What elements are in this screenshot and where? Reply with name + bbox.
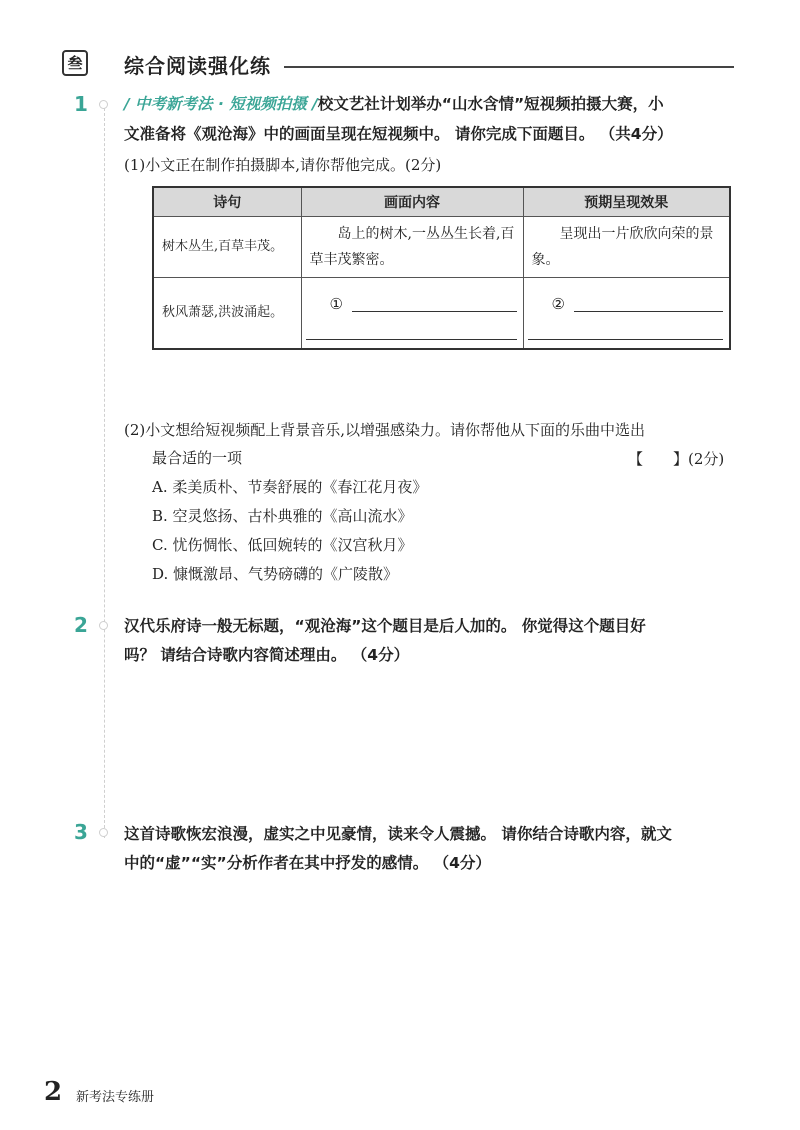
option-d[interactable]: D. 慷慨激昂、气势磅礴的《广陵散》 — [152, 565, 399, 583]
table-header-poem: 诗句 — [153, 187, 301, 217]
q1-stem-line-2: 文准备将《观沧海》中的画面呈现在短视频中。 请你完成下面题目。 （共4分） — [124, 125, 673, 143]
q1-subquestion-1: (1)小文正在制作拍摄脚本,请你帮他完成。(2分) — [124, 156, 442, 174]
table-row — [153, 278, 730, 349]
q1-stem-text: 校文艺社计划举办“山水含情”短视频拍摄大赛，小 — [317, 95, 664, 113]
table-header-effect: 预期呈现效果 — [523, 187, 730, 217]
option-b[interactable]: B. 空灵悠扬、古朴典雅的《高山流水》 — [152, 507, 413, 525]
q1-subquestion-2-cont: 最合适的一项 — [152, 449, 243, 467]
table-cell-scene: 岛上的树木,一丛丛生长着,百草丰茂繁密。 — [301, 217, 523, 278]
table-cell-effect: 呈现出一片欣欣向荣的景象。 — [523, 217, 730, 278]
section-divider — [284, 66, 734, 68]
table-cell-poem: 秋风萧瑟,洪波涌起。 — [153, 278, 301, 349]
q2-stem-line-1: 汉代乐府诗一般无标题，“观沧海”这个题目是后人加的。 你觉得这个题目好 — [124, 617, 646, 635]
question-number-2: 2 — [74, 613, 88, 637]
table-cell-answer-1[interactable] — [301, 278, 523, 349]
answer-line — [528, 339, 724, 340]
question-number-1: 1 — [74, 92, 88, 116]
q3-stem-line-1: 这首诗歌恢宏浪漫，虚实之中见豪情，读来令人震撼。 请你结合诗歌内容，就文 — [124, 825, 672, 843]
answer-bracket[interactable]: 【 】(2分) — [628, 450, 725, 468]
option-c[interactable]: C. 忧伤惆怅、低回婉转的《汉宫秋月》 — [152, 536, 413, 554]
answer-line — [574, 311, 724, 312]
shooting-script-table — [152, 186, 731, 350]
table-header-scene: 画面内容 — [301, 187, 523, 217]
guide-dot-3 — [99, 828, 108, 837]
q2-stem-line-2: 吗？ 请结合诗歌内容简述理由。 （4分） — [124, 646, 410, 664]
blank-marker-2: ② — [551, 295, 565, 314]
question-guide-line — [104, 108, 105, 838]
q1-tag: / 中考新考法 · 短视频拍摄 / — [124, 95, 318, 113]
guide-dot-1 — [99, 100, 108, 109]
section-title: 综合阅读强化练 — [124, 54, 271, 78]
answer-line — [306, 339, 517, 340]
question-number-3: 3 — [74, 820, 88, 844]
blank-marker-1: ① — [329, 295, 343, 314]
section-badge-icon: 叁 — [62, 50, 88, 76]
book-title: 新考法专练册 — [76, 1090, 155, 1105]
option-a[interactable]: A. 柔美质朴、节奏舒展的《春江花月夜》 — [152, 478, 428, 496]
q1-stem-line-1 — [124, 94, 664, 114]
answer-line — [352, 311, 517, 312]
q1-subquestion-2: (2)小文想给短视频配上背景音乐,以增强感染力。请你帮他从下面的乐曲中选出 — [124, 421, 646, 439]
table-row — [153, 217, 730, 278]
table-header-row — [153, 187, 730, 217]
q3-stem-line-2: 中的“虚”“实”分析作者在其中抒发的感情。 （4分） — [124, 854, 491, 872]
page-number: 2 — [44, 1077, 63, 1107]
guide-dot-2 — [99, 621, 108, 630]
table-cell-answer-2[interactable] — [523, 278, 730, 349]
table-cell-poem: 树木丛生,百草丰茂。 — [153, 217, 301, 278]
section-header — [62, 50, 734, 78]
